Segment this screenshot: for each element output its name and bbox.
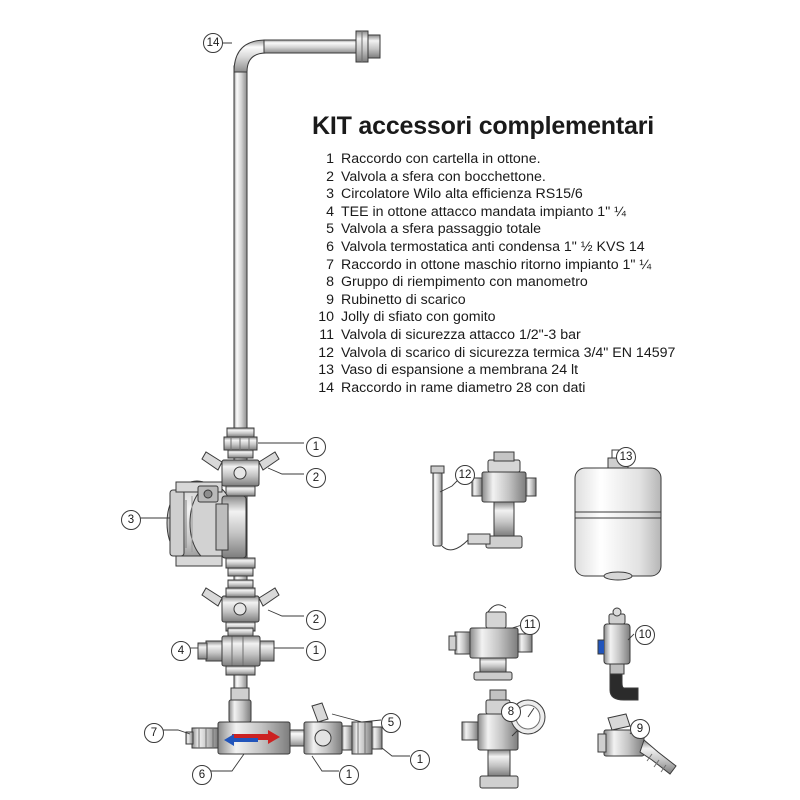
legend-item-number: 14 — [318, 379, 334, 396]
legend-item-label: Circolatore Wilo alta efficienza RS15/6 — [341, 186, 583, 203]
callout-1: 1 — [306, 641, 326, 661]
legend-item-number: 9 — [326, 291, 334, 308]
legend-item — [312, 257, 782, 275]
callout-2: 2 — [306, 610, 326, 630]
legend-item-number: 1 — [326, 151, 334, 167]
part-4-brass-tee — [198, 628, 274, 675]
part-10-air-vent-jolly — [598, 608, 638, 700]
legend-item-number: 5 — [326, 221, 334, 238]
legend-item-label: Valvola a sfera passaggio totale — [341, 221, 542, 238]
legend-item-label: Raccordo in ottone maschio ritorno impianto 1" ¼ — [341, 256, 652, 273]
callout-5: 5 — [381, 713, 401, 733]
callout-6: 6 — [192, 765, 212, 785]
legend-item — [312, 380, 782, 398]
callout-13: 13 — [616, 447, 636, 467]
legend-item-label: Valvola di scarico di sicurezza termica 3/4" EN 14597 — [341, 344, 676, 361]
legend-item-number: 2 — [326, 168, 334, 185]
legend-item-number: 8 — [326, 274, 334, 291]
callout-8: 8 — [501, 702, 521, 722]
legend-item-label: Rubinetto di scarico — [341, 291, 466, 308]
bottom-manifold — [186, 688, 382, 754]
legend-item — [312, 362, 782, 380]
legend-item-number: 10 — [318, 309, 334, 326]
legend-item-number: 11 — [319, 326, 334, 343]
legend-item-number: 13 — [318, 362, 334, 379]
legend-item — [312, 151, 782, 169]
callout-14: 14 — [203, 33, 223, 53]
legend-item-label: Raccordo con cartella in ottone. — [341, 151, 541, 167]
callout-4: 4 — [171, 641, 191, 661]
callout-1: 1 — [306, 437, 326, 457]
legend-list — [312, 151, 782, 397]
callout-2: 2 — [306, 468, 326, 488]
legend-item — [312, 309, 782, 327]
legend-item-label: Vaso di espansione a membrana 24 lt — [341, 362, 579, 379]
part-13-expansion-vessel — [575, 450, 661, 580]
legend-item-number: 4 — [326, 203, 334, 220]
callout-10: 10 — [635, 625, 655, 645]
part-1-fitting-a — [224, 428, 257, 458]
legend-item-number: 6 — [326, 238, 334, 255]
legend-item — [312, 327, 782, 345]
callout-1: 1 — [410, 750, 430, 770]
legend-item-number: 7 — [326, 256, 334, 273]
legend-item — [312, 169, 782, 187]
part-11-safety-valve — [449, 605, 532, 680]
legend-item-label: TEE in ottone attacco mandata impianto 1" ¼ — [341, 203, 627, 220]
legend-item — [312, 239, 782, 257]
legend-panel — [312, 112, 782, 397]
legend-item-number: 12 — [318, 344, 334, 361]
callout-3: 3 — [121, 510, 141, 530]
legend-item-label: Valvola termostatica anti condensa 1" ½ KVS 14 — [341, 238, 645, 255]
legend-item — [312, 221, 782, 239]
part-2-ball-valve-lower — [202, 588, 279, 631]
callout-7: 7 — [144, 723, 164, 743]
callout-1: 1 — [339, 765, 359, 785]
legend-item — [312, 204, 782, 222]
legend-item — [312, 274, 782, 292]
callout-9: 9 — [630, 719, 650, 739]
legend-title: KIT accessori complementari — [312, 112, 654, 140]
legend-item — [312, 186, 782, 204]
legend-item-label: Valvola di sicurezza attacco 1/2"-3 bar — [341, 326, 581, 343]
part-12-thermal-safety-valve — [431, 452, 536, 550]
legend-item — [312, 345, 782, 363]
legend-item-label: Jolly di sfiato con gomito — [341, 309, 496, 326]
callout-11: 11 — [520, 615, 540, 635]
legend-item-label: Raccordo in rame diametro 28 con dati — [341, 379, 586, 396]
legend-item-number: 3 — [326, 186, 334, 203]
legend-item — [312, 292, 782, 310]
legend-item-label: Gruppo di riempimento con manometro — [341, 274, 588, 291]
callout-12: 12 — [455, 465, 475, 485]
legend-item-label: Valvola a sfera con bocchettone. — [341, 168, 546, 185]
